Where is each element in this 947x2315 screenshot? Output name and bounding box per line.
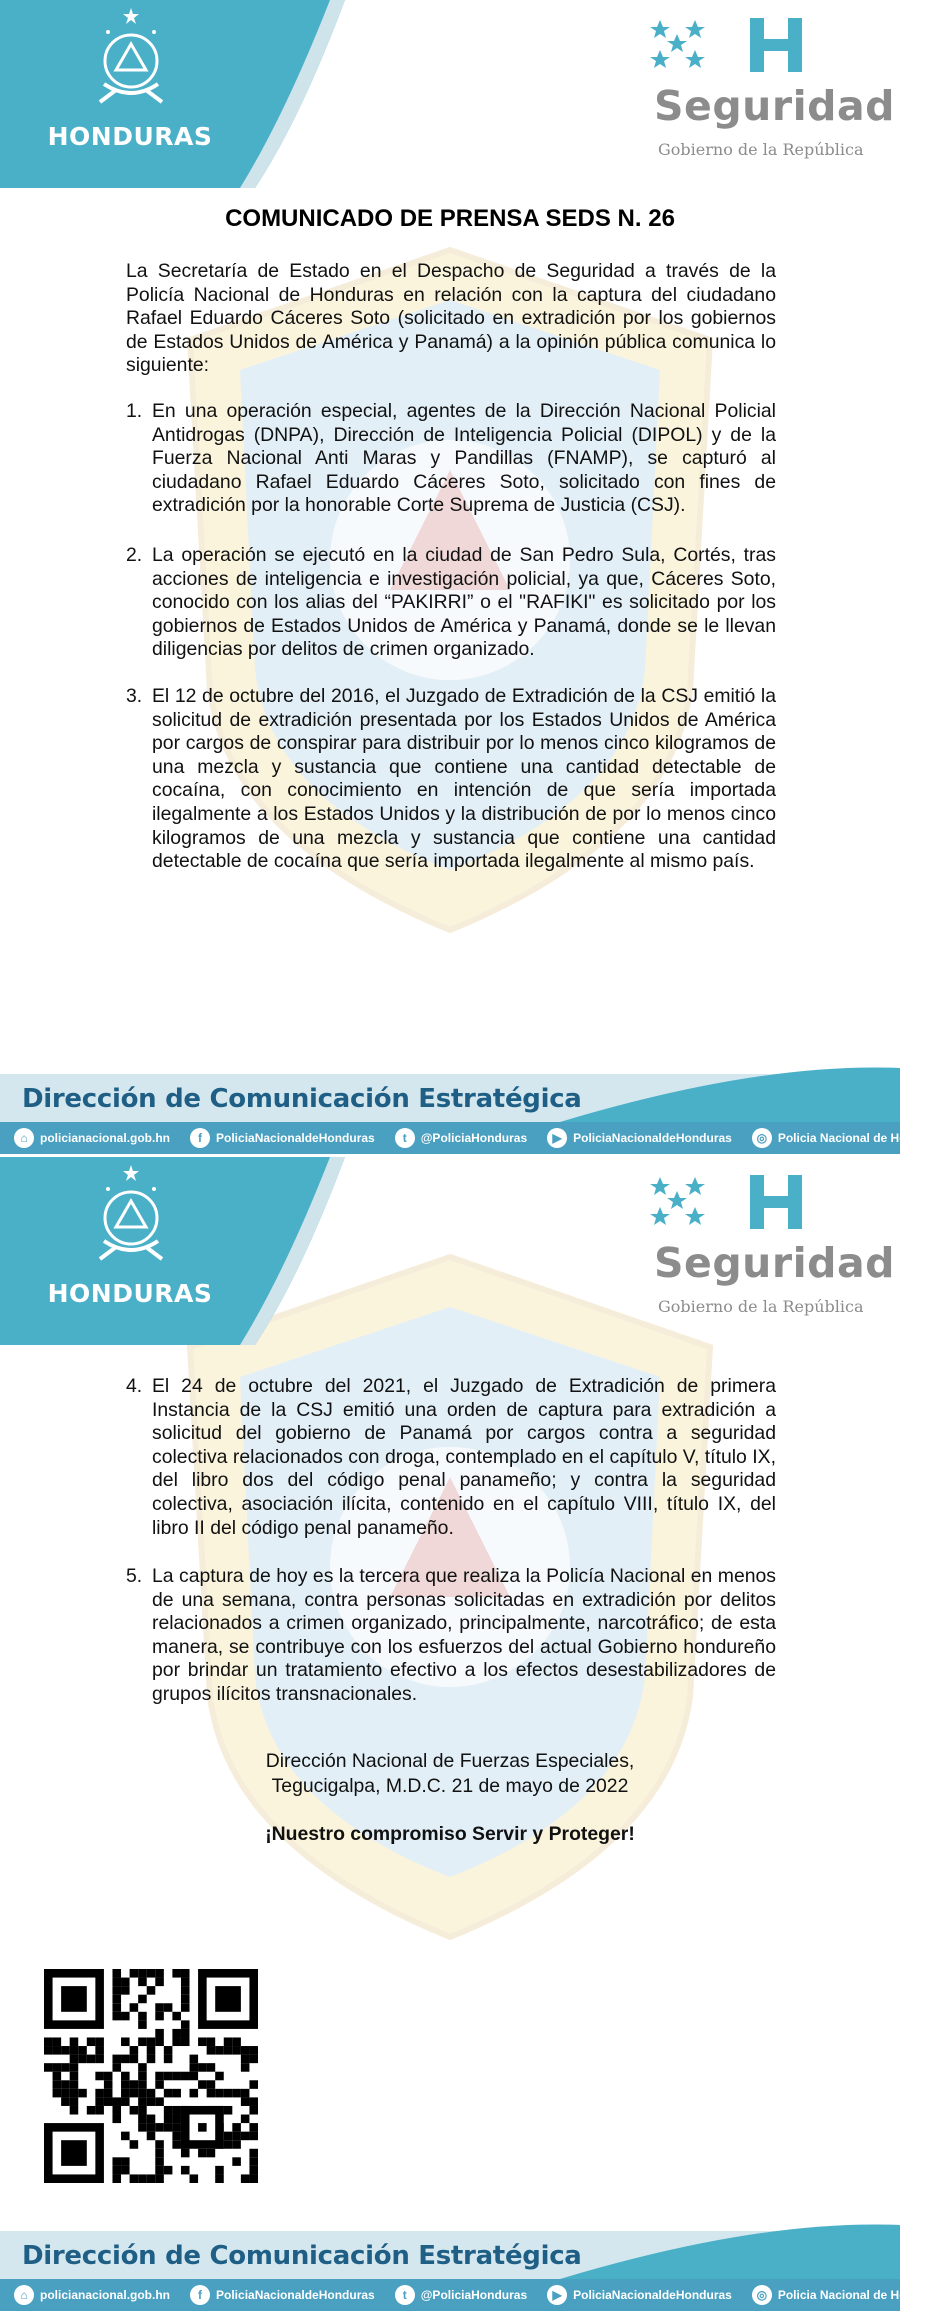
footer-link-twitter[interactable] <box>395 2285 527 2305</box>
seguridad-wordmark: Seguridad <box>654 1239 896 1287</box>
footer-link-website[interactable] <box>14 1128 170 1148</box>
document-page-2 <box>0 1157 947 2312</box>
footer-link-label: PoliciaNacionaldeHonduras <box>573 2288 732 2302</box>
twitter-icon: t <box>395 2285 415 2305</box>
footer-title: Dirección de Comunicación Estratégica <box>22 2241 582 2271</box>
footer-link-youtube[interactable] <box>547 2285 732 2305</box>
gobierno-subtitle: Gobierno de la República <box>658 1297 864 1316</box>
footer-link-label: @PoliciaHonduras <box>420 1131 528 1145</box>
footer-band <box>0 2219 947 2311</box>
footer-link-instagram[interactable] <box>752 2285 947 2305</box>
honduras-label: HONDURAS <box>47 1279 213 1308</box>
item-number: 2. <box>126 544 143 566</box>
press-release-title: COMUNICADO DE PRENSA SEDS N. 26 <box>225 205 675 232</box>
qr-code <box>44 1969 258 2183</box>
list-item <box>126 400 776 518</box>
footer-link-facebook[interactable] <box>190 1128 375 1148</box>
list-item <box>126 1375 776 1540</box>
twitter-icon: t <box>395 1128 415 1148</box>
item-text: La captura de hoy es la tercera que realiza la Policía Nacional en menos de una semana, contra personas solicitadas en extradición por delitos relacionados a crimen organizado, principalmente, narcotráfico; de esta manera, se contribuye con los esfuerzos del actual Gobierno hondureño por brindar un tratamiento efectivo a los efectos desestabilizadores de grupos ilícitos transnacionales. <box>152 1565 776 1705</box>
item-number: 4. <box>126 1375 143 1397</box>
footer-link-facebook[interactable] <box>190 2285 375 2305</box>
footer-link-label: @PoliciaHonduras <box>420 2288 528 2302</box>
footer-link-instagram[interactable] <box>752 1128 947 1148</box>
intro-paragraph: La Secretaría de Estado en el Despacho de Seguridad a través de la Policía Nacional de Honduras en relación con la captura del ciudadano Rafael Eduardo Cáceres Soto (solicitado en extradición por los gobiernos de Estados Unidos de América y Panamá) a la opinión pública comunica lo siguiente: <box>126 260 776 377</box>
list-item <box>126 1565 776 1707</box>
gobierno-subtitle: Gobierno de la República <box>658 140 864 159</box>
instagram-icon: ◎ <box>752 2285 772 2305</box>
list-item <box>126 544 776 662</box>
footer-links <box>0 1122 947 1154</box>
item-text: En una operación especial, agentes de la Dirección Nacional Policial Antidrogas (DNPA), Dirección de Inteligencia Policial (DIPOL) y de la Fuerza Nacional Anti Maras y Pandillas (FNAMP), se capturó al ciudadano Rafael Eduardo Cáceres Soto, solicitado con fines de extradición por la honorable Corte Suprema de Justicia (CSJ). <box>152 400 776 517</box>
slogan: ¡Nuestro compromiso Servir y Proteger! <box>265 1823 635 1845</box>
footer-title: Dirección de Comunicación Estratégica <box>22 1084 582 1114</box>
footer-link-label: PoliciaNacionaldeHonduras <box>216 2288 375 2302</box>
footer-link-twitter[interactable] <box>395 1128 527 1148</box>
footer-link-label: policianacional.gob.hn <box>40 2288 171 2302</box>
youtube-icon: ▶ <box>547 2285 567 2305</box>
item-number: 5. <box>126 1565 143 1587</box>
closing-signature-line: Dirección Nacional de Fuerzas Especiales, <box>265 1750 635 1772</box>
youtube-icon: ▶ <box>547 1128 567 1148</box>
footer-band <box>0 1062 947 1154</box>
footer-link-website[interactable] <box>14 2285 170 2305</box>
footer-link-youtube[interactable] <box>547 1128 732 1148</box>
closing-date-line: Tegucigalpa, M.D.C. 21 de mayo de 2022 <box>271 1775 629 1797</box>
honduras-coat-of-arms-icon <box>86 1163 176 1275</box>
facebook-icon: f <box>190 1128 210 1148</box>
footer-link-label: PoliciaNacionaldeHonduras <box>573 1131 732 1145</box>
item-text: El 12 de octubre del 2016, el Juzgado de Extradición de la CSJ emitió la solicitud de extradición presentada por los Estados Unidos de América por cargos de conspirar para distribuir por lo menos cinco kilogramos de una mezcla y sustancia que contiene una cantidad detectable de cocaína, con conocimiento en intención de que sería importada ilegalmente a los Estados Unidos y la distribución de por lo menos cinco kilogramos de una mezcla y sustancia que contiene una cantidad detectable de cocaína que sería importada ilegalmente al mismo país. <box>152 685 776 873</box>
seguridad-wordmark: Seguridad <box>654 82 896 130</box>
footer-link-label: Policia Nacional de Honduras <box>777 2288 947 2302</box>
footer-link-label: PoliciaNacionaldeHonduras <box>216 1131 375 1145</box>
item-text: El 24 de octubre del 2021, el Juzgado de Extradición de primera Instancia de la CSJ emitió una orden de captura para extradición a solicitud del gobierno de Panamá por cargos contra a seguridad colectiva relacionados con droga, contemplado en el capítulo V, título IX, del libro dos del código penal panameño; y contra la seguridad colectiva, asociación ilícita, contenido en el capítulo VIII, título IX, del libro II del código penal panameño. <box>152 1375 776 1539</box>
honduras-label: HONDURAS <box>47 122 213 151</box>
footer-link-label: policianacional.gob.hn <box>40 1131 171 1145</box>
list-item <box>126 685 776 874</box>
honduras-coat-of-arms-icon <box>86 6 176 118</box>
facebook-icon: f <box>190 2285 210 2305</box>
location-pin-icon: ⌂ <box>14 1128 34 1148</box>
item-number: 3. <box>126 685 143 707</box>
document-page-1 <box>0 0 947 1155</box>
instagram-icon: ◎ <box>752 1128 772 1148</box>
item-number: 1. <box>126 400 143 422</box>
footer-links <box>0 2279 947 2311</box>
footer-link-label: Policia Nacional de Honduras <box>777 1131 947 1145</box>
item-text: La operación se ejecutó en la ciudad de San Pedro Sula, Cortés, tras acciones de inteligencia e investigación policial, ya que, Cáceres Soto, conocido con los alias del “PAKIRRI” o el "RAFIKI" es solicitado por los gobiernos de Estados Unidos de América y Panamá, donde se le llevan diligencias por delitos de crimen organizado. <box>152 544 776 661</box>
location-pin-icon: ⌂ <box>14 2285 34 2305</box>
